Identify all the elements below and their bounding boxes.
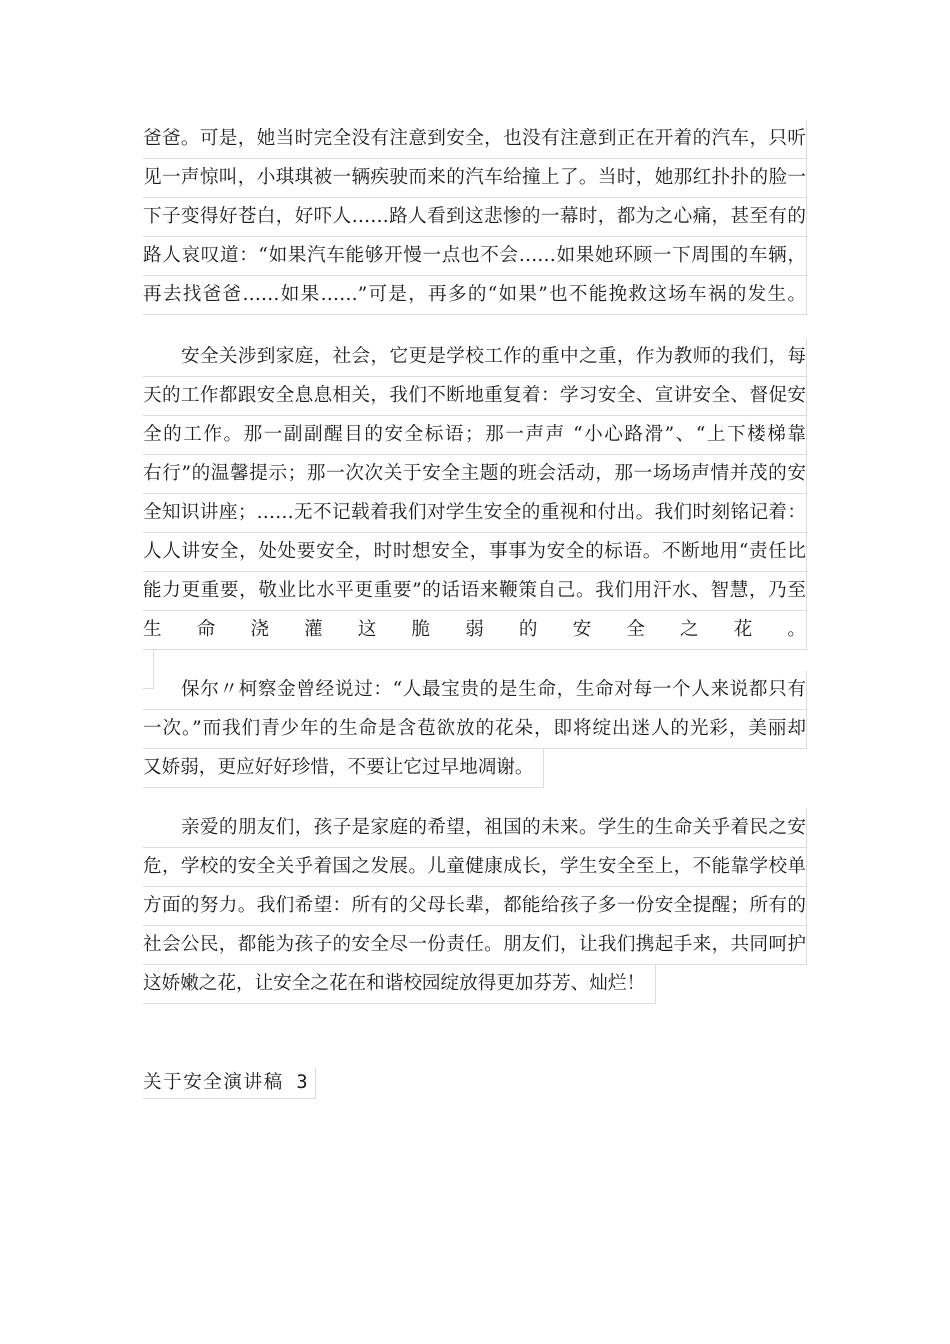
text-line: 人人讲安全，处处要安全，时时想安全，事事为安全的标语。不断地用“责任比 — [143, 533, 807, 572]
text-line: 社会公民，都能为孩子的安全尽一份责任。朋友们，让我们携起手来，共同呵护 — [143, 926, 807, 965]
text-line: 保尔〃柯察金曾经说过：“人最宝贵的是生命，生命对每一个人来说都只有 — [143, 671, 807, 710]
text-line: 右行”的温馨提示；那一次次关于安全主题的班会活动，那一场场声情并茂的安 — [143, 455, 807, 494]
text-line: 又娇弱，更应好好珍惜，不要让它过早地凋谢。 — [143, 749, 544, 788]
text-line: 安全关涉到家庭，社会，它更是学校工作的重中之重，作为教师的我们，每 — [143, 338, 807, 377]
text-line: 能力更重要，敬业比水平更重要”的话语来鞭策自己。我们用汗水、智慧，乃至 — [143, 572, 807, 611]
text-line: 生命浇灌这脆弱的安全之花。 — [143, 611, 807, 650]
text-line: 这娇嫩之花，让安全之花在和谐校园绽放得更加芬芳、灿烂！ — [143, 965, 656, 1004]
paragraph-4 — [143, 809, 807, 1009]
text-line: 全的工作。那一副副醒目的安全标语；那一声声 “小心路滑”、“上下楼梯靠 — [143, 416, 807, 455]
text-line: 方面的努力。我们希望：所有的父母长辈，都能给孩子多一份安全提醒；所有的 — [143, 887, 807, 926]
section-heading: 关于安全演讲稿 3 — [143, 1068, 316, 1099]
text-line: 再去找爸爸……如果……”可是，再多的“如果”也不能挽救这场车祸的发生。 — [143, 276, 807, 315]
text-line: 路人哀叹道：“如果汽车能够开慢一点也不会……如果她环顾一下周围的车辆， — [143, 237, 807, 276]
text-line: 全知识讲座；……无不记载着我们对学生安全的重视和付出。我们时刻铭记着： — [143, 494, 807, 533]
text-line: 爸爸。可是，她当时完全没有注意到安全，也没有注意到正在开着的汽车，只听 — [143, 120, 807, 159]
text-line: 危，学校的安全关乎着国之发展。儿童健康成长，学生安全至上，不能靠学校单 — [143, 848, 807, 887]
text-line: 亲爱的朋友们，孩子是家庭的希望，祖国的未来。学生的生命关乎着民之安 — [143, 809, 807, 848]
paragraph-2 — [143, 338, 807, 694]
text-line: 天的工作都跟安全息息相关，我们不断地重复着：学习安全、宣讲安全、督促安 — [143, 377, 807, 416]
text-line: 下子变得好苍白，好吓人……路人看到这悲惨的一幕时，都为之心痛，甚至有的 — [143, 198, 807, 237]
text-line: 见一声惊叫，小琪琪被一辆疾驶而来的汽车给撞上了。当时，她那红扑扑的脸一 — [143, 159, 807, 198]
text-line: 一次。”而我们青少年的生命是含苞欲放的花朵，即将绽出迷人的光彩，美丽却 — [143, 710, 807, 749]
paragraph-3 — [143, 671, 807, 793]
paragraph-1 — [143, 120, 807, 315]
